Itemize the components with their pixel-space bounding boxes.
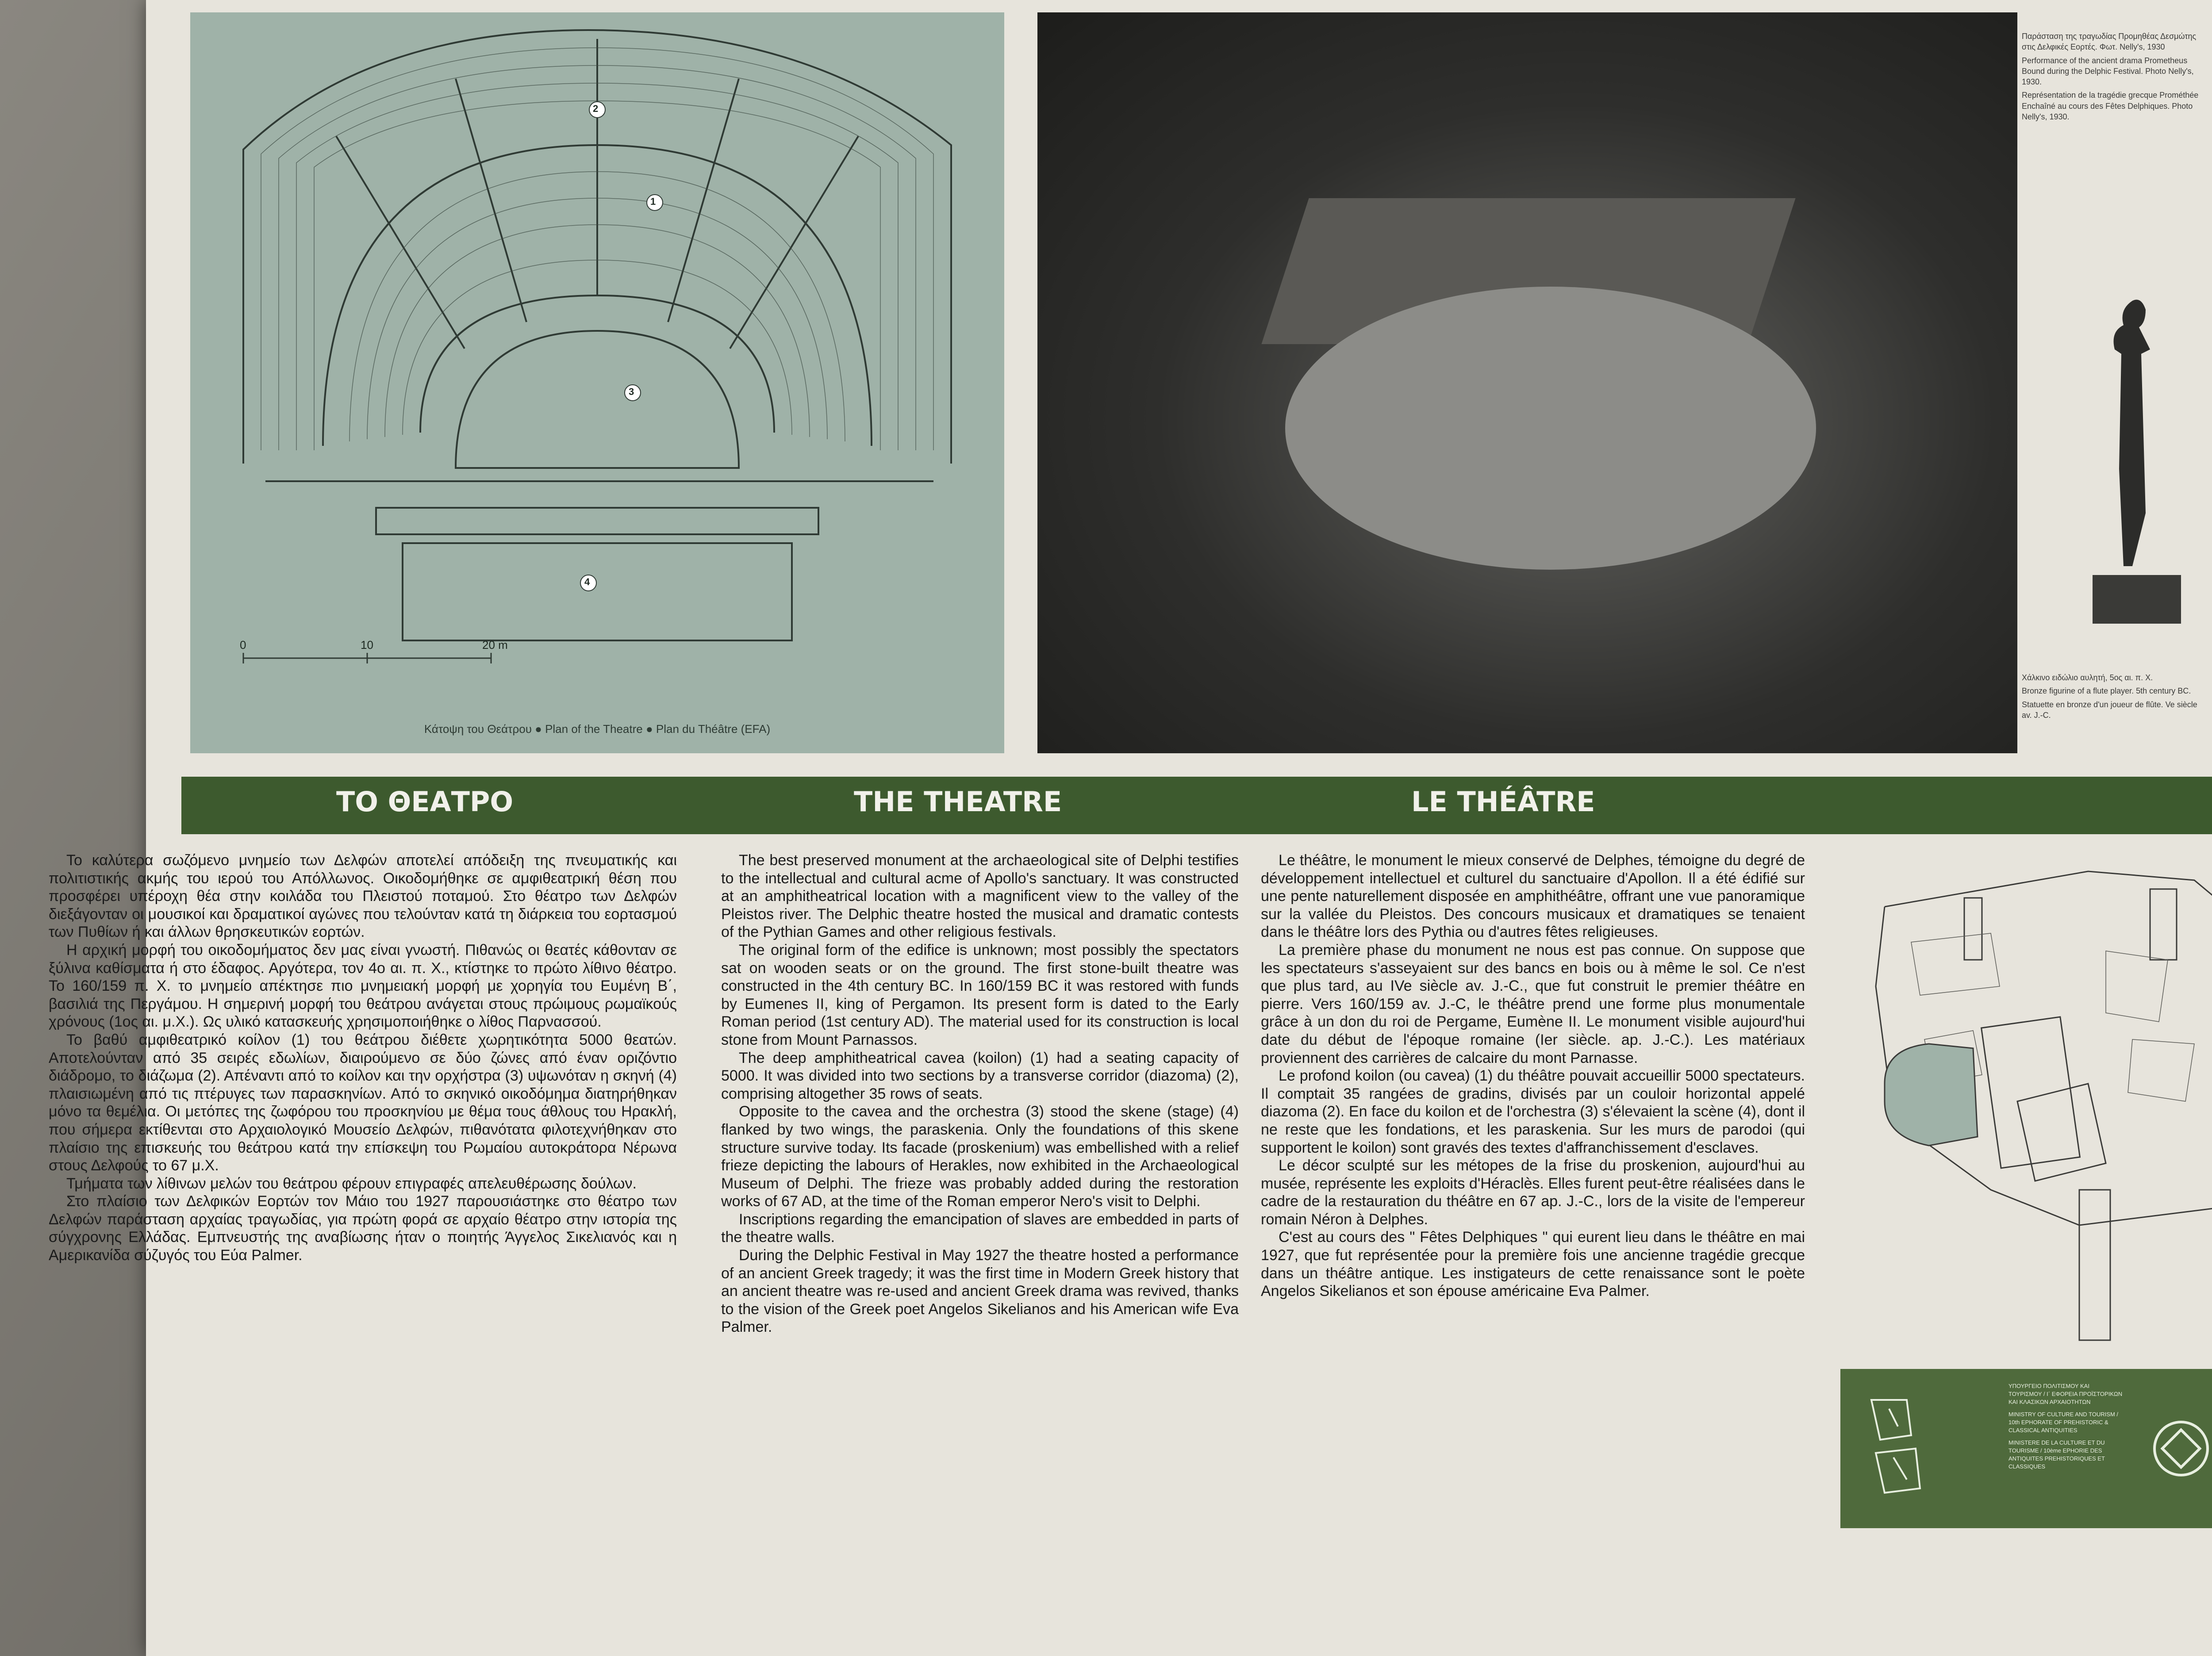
logo-text-english: MINISTRY OF CULTURE AND TOURISM / 10th EPHORATE OF PREHISTORIC & CLASSICAL ANTIQUITIES [2008,1411,2118,1434]
statue-caption-english: Bronze figurine of a flute player. 5th century BC. [2022,686,2191,696]
french-paragraph: Le théâtre, le monument le mieux conservé de Delphes, témoigne du degré de développement intellectuel et culturel du sanctuaire d'Apollon. Il a été édifié sur une pente naturellement disposée en amphithéâtre, offrant une vue panoramique sur la vallée du Pleistos. Des concours musicaux et dramatiques se tenaient dans le théâtre lors des Pythia ou d'autres fêtes religieuses. [1261,852,1805,941]
theatre-plan-drawing [190,12,1004,753]
logo-text-block [2008,1382,2124,1475]
plan-label-1: 1 [650,196,656,207]
skene-foundation [376,508,818,534]
title-french: LE THÉÂTRE [1411,786,1595,818]
photo-caption-english: Performance of the ancient drama Prometheus Bound during the Delphic Festival. Photo Nelly's, 1930. [2022,56,2194,87]
theatre-plan-panel [190,12,1004,753]
english-paragraph: The original form of the edifice is unknown; most possibly the spectators sat on wooden seats or on the ground. The first stone-built theatre was constructed in the 4th century BC. In 160/159 BC it was restored with funds by Eumenes II, king of Pergamon. Its present form is dated to the Early Roman period (1st century AD). The material used for its construction is local stone from Mount Parnassos. [721,941,1239,1048]
logo-text-french: MINISTERE DE LA CULTURE ET DU TOURISME / 10ème EPHORIE DES ANTIQUITES PREHISTORIQUES ET CLASSIQUES [2008,1439,2105,1470]
french-paragraph: C'est au cours des " Fêtes Delphiques " qui eurent lieu dans le théâtre en mai 1927, que fut représentée pour la première fois une ancienne tragédie grecque dans un théâtre antique. Les instigateurs de cette renaissance sont le poète Angelos Sikelianos et son épouse américaine Eva Palmer. [1261,1229,1805,1300]
sponsor-logo-panel [1840,1369,2212,1528]
plan-caption: Κάτοψη του Θεάτρου ● Plan of the Theatre ● Plan du Théâtre (EFA) [424,722,771,736]
sanctuary-site-plan [1858,854,2212,1353]
english-paragraph: Inscriptions regarding the emancipation of slaves are embedded in parts of the theatre walls. [721,1211,1239,1246]
scale-label-0: 0 [240,638,246,652]
plan-label-2: 2 [593,103,599,114]
english-paragraph: The best preserved monument at the archaeological site of Delphi testifies to the intellectual and cultural acme of Apollo's sanctuary. It was constructed at an amphitheatrical location with a magnificent view to the valley of the Pleistos river. The Delphic theatre hosted the musical and dramatic contests of the Pythian Games and other religious festivals. [721,852,1239,941]
skene-building [403,543,792,640]
english-paragraph: The deep amphitheatrical cavea (koilon) (1) had a seating capacity of 5000. It was divided into two sections by a transverse corridor (diazoma) (2), comprising altogether 35 rows of seats. [721,1049,1239,1102]
statue-caption-greek: Χάλκινο ειδώλιο αυλητή, 5ος αι. π. Χ. [2022,673,2153,682]
photo-orchestra-area [1285,287,1816,570]
scale-label-10: 10 [361,638,373,652]
lower-cavea-edge [420,295,774,433]
english-text-column [721,851,1239,1336]
stair-line [668,79,739,322]
greek-paragraph: Το καλύτερα σωζόμενο μνημείο των Δελφών αποτελεί απόδειξη της πνευματικής και πολιτιστικής ακμής του ιερού του Απόλλωνος. Οικοδομήθηκε σε αμφιθεατρική θέση που προσφέρει υπέροχη θέα στην κοιλάδα του Πλειστού ποταμού. Στο θέατρο των Δελφών διεξάγονταν οι μουσικοί και δραματικοί αγώνες που τελούνταν κατά τη διάρκεια του εορτασμού των Πυθίων ή και άλλων θρησκευτικών εορτών. [49,852,677,941]
english-paragraph: During the Delphic Festival in May 1927 the theatre hosted a performance of an ancient Greek tragedy; it was the first time in Modern Greek history that an ancient theatre was re-used and ancient Greek drama was revived, thanks to the vision of the Greek poet Angelos Sikelianos and his American wife Eva Palmer. [721,1247,1239,1336]
title-greek: ΤΟ ΘΕΑΤΡΟ [336,786,514,818]
photo-caption [2022,31,2208,125]
photo-caption-greek: Παράσταση της τραγωδίας Προμηθέας Δεσμώτης στις Δελφικές Εορτές. Φωτ. Nelly's, 1930 [2022,32,2197,52]
world-heritage-icon [2150,1418,2212,1480]
greek-paragraph: Τμήματα των λίθινων μελών του θεάτρου φέρουν επιγραφές απελευθέρωσης δούλων. [66,1175,637,1192]
greek-paragraph: Στο πλαίσιο των Δελφικών Εορτών τον Μάιο του 1927 παρουσιάστηκε στο θέατρο των Δελφών παράσταση αρχαίας τραγωδίας, για πρώτη φορά σε αρχαίο θέατρο στην ιστορία της σύγχρονης Ελλάδας. Εμπνευστής της αναβίωσης ήταν ο ποιητής Άγγελος Σικελιανός και η Αμερικανίδα σύζυγός του Εύα Palmer. [49,1193,677,1264]
title-banner [181,777,2212,834]
title-english: THE THEATRE [854,786,1062,818]
plan-label-3: 3 [629,386,634,397]
plan-label-4: 4 [584,576,590,587]
logo-text-greek: ΥΠΟΥΡΓΕΙΟ ΠΟΛΙΤΙΣΜΟΥ ΚΑΙ ΤΟΥΡΙΣΜΟΥ / Ι΄ ΕΦΟΡΕΙΑ ΠΡΟΪΣΤΟΡΙΚΩΝ ΚΑΙ ΚΛΑΣΙΚΩΝ ΑΡΧΑΙΟΤΗΤΩΝ [2008,1383,2123,1405]
photo-caption-french: Représentation de la tragédie grecque Prométhée Enchaîné au cours des Fêtes Delphiques. Photo Nelly's, 1930. [2022,91,2199,122]
greek-paragraph: Το βαθύ αμφιθεατρικό κοίλον (1) του θεάτρου διέθετε χωρητικότητα 5000 θεατών. Αποτελούνταν από 35 σειρές εδωλίων, διαιρούμενο σε δύο ζώνες από έναν οριζόντιο διάδρομο, το διάζωμα (2). Απέναντι από το κοίλον και την ορχήστρα (3) υψωνόταν η σκηνή (4) πλαισιωμένη από τις πτέρυγες των παρασκηνίων. Από το σκηνικό οικοδόμημα διατηρήθηκαν μόνο τα θεμέλια. Οι μετόπες της ζωφόρου του προσκηνίου με θέμα τους άθλους του Ηρακλή, που σήμερα εκτίθενται στο Αρχαιολογικό Μουσείο Δελφών, πιθανότατα φιλοτεχνήθηκαν στο πλαίσιο της επισκευής του θεάτρου κατά την επίσκεψη του Ρωμαίου αυτοκράτορα Νέρωνα στους Δελφούς το 67 μ.Χ. [49,1031,677,1174]
scale-label-20: 20 m [482,638,508,652]
flute-player-statue [2079,283,2185,628]
stair-line [456,79,526,322]
greek-paragraph: Η αρχική μορφή του οικοδομήματος δεν μας είναι γνωστή. Πιθανώς οι θεατές κάθονταν σε ξύλινα καθίσματα ή στο έδαφος. Αργότερα, τον 4ο αι. π. Χ., κτίστηκε το πρώτο λίθινο θέατρο. Το 160/159 π. Χ. το μνημείο απέκτησε πιο μνημειακή μορφή με χορηγία του Ευμένη Β΄, βασιλιά της Περγάμου. Η σημερινή μορφή του θεάτρου ανάγεται στους πρώιμους ρωμαϊκούς χρόνους (1ος αι. μ.Χ.). Ως υλικό κατασκευής χρησιμοποιήθηκε ο λίθος Παρνασσού. [49,941,677,1031]
stair-line [336,136,465,349]
orchestra-outline [456,331,739,468]
ministry-emblem-icon [1854,1382,1951,1515]
greek-text-column [49,851,677,1265]
french-paragraph: Le décor sculpté sur les métopes de la frise du proskenion, aujourd'hui au musée, représente les exploits d'Héraclès. Elles furent peut-être réalisées dans le cadre de la restauration du théâtre en 67 ap. J.-C., lors de la visite de l'empereur romain Néron à Delphes. [1261,1157,1805,1228]
english-paragraph: Opposite to the cavea and the orchestra (3) stood the skene (stage) (4) flanked by two wings, the paraskenia. Only the foundations of this skene structure survive today. Its facade (proskenium) was embellished with a relief frieze depicting the labours of Herakles, now exhibited in the Archaeological Museum of Delphi. The frieze was probably added during the restoration works of 67 AD, at the time of the Roman emperor Nero's visit to Delphi. [721,1103,1239,1210]
french-text-column [1261,851,1805,1300]
french-paragraph: La première phase du monument ne nous est pas connue. On suppose que les spectateurs s'asseyaient sur des bancs en bois ou à même le sol. Ce n'est que plus tard, au IVe siècle av. J.-C., que fut construit le premier théâtre en pierre. Vers 160/159 av. J.-C, le théâtre prend une forme plus monumentale grâce à un don du roi de Pergame, Eumène II. Le monument visible aujourd'hui date du début de l'époque romaine (Ier siècle. ap. J.-C.). Les matériaux proviennent des carrières de calcaire du mont Parnasse. [1261,941,1805,1066]
french-paragraph: Le profond koilon (ou cavea) (1) du théâtre pouvait accueillir 5000 spectateurs. Il comptait 35 rangées de gradins, divisés par un couloir horizontal appelé diazoma (2). En face du koilon et de l'orchestra (3) s'élevaient la scène (4), dont il ne reste que les fondations, et les paraskenia. Sur les murs de parodoi (qui supportent le koilon) sont gravés des textes d'affranchissement d'esclaves. [1261,1067,1805,1156]
statue-caption [2022,672,2208,723]
statue-caption-french: Statuette en bronze d'un joueur de flûte. Ve siècle av. J.-C. [2022,700,2197,720]
historic-performance-photo [1037,12,2017,753]
stair-line [730,136,858,349]
